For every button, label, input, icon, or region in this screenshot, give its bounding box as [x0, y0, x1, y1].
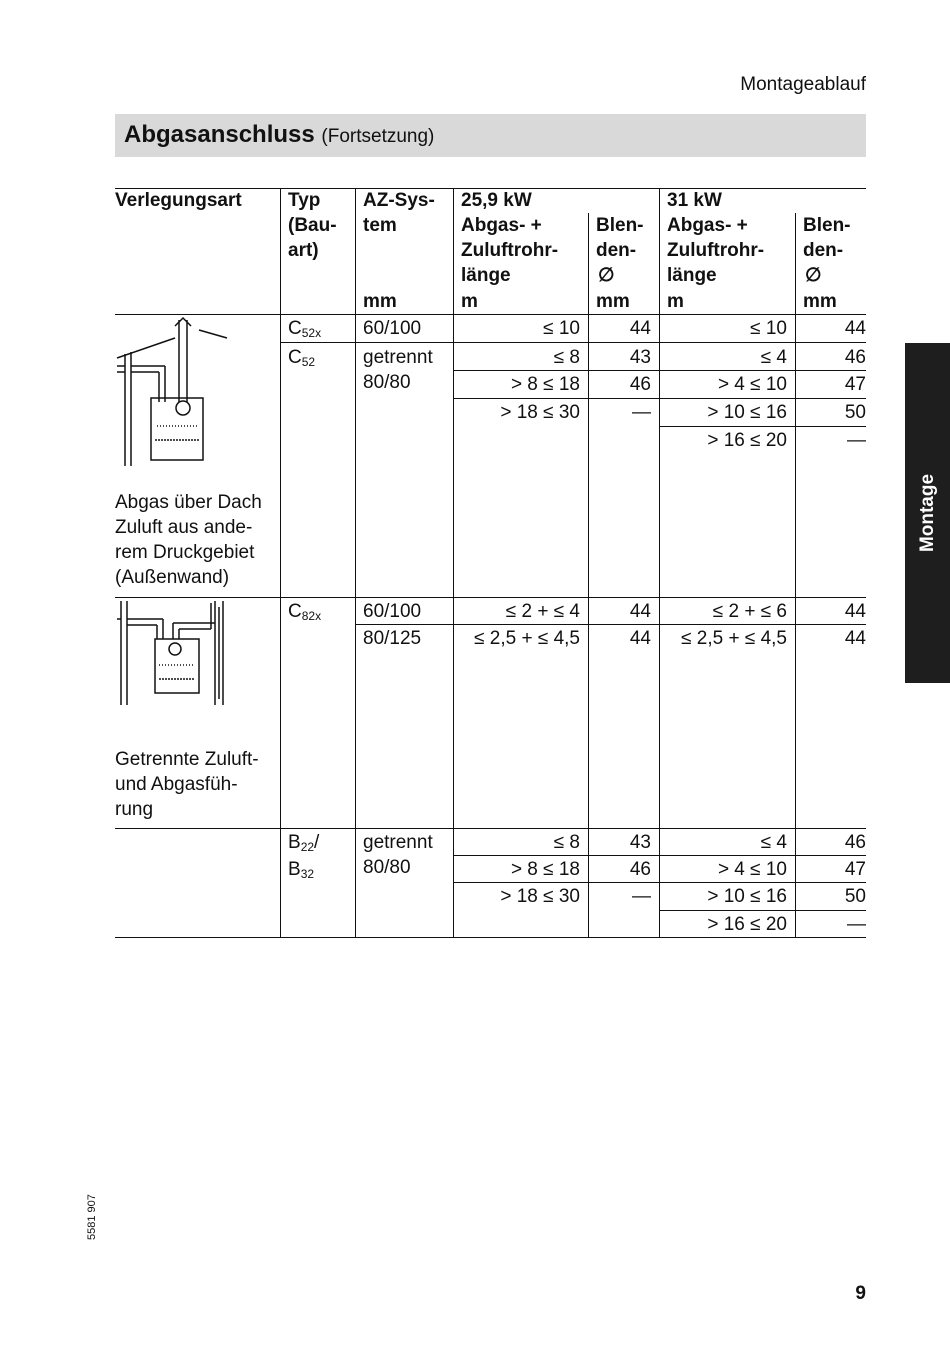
- col-rule: [453, 188, 454, 937]
- rule-g2: [115, 828, 866, 829]
- page-title: Abgasanschluss: [124, 121, 315, 148]
- page-number: 9: [855, 1283, 866, 1304]
- section-header: Montageablauf: [740, 74, 866, 95]
- title-bar: [115, 114, 866, 157]
- type-c82x: $C_{82x}$: [288, 601, 322, 623]
- rule-bottom: [115, 937, 866, 938]
- type-b22: $B_{22}/$: [288, 832, 320, 854]
- rule-row: [355, 624, 866, 625]
- side-tab[interactable]: [905, 343, 950, 683]
- col-verlegungsart: Verlegungsart: [115, 190, 242, 211]
- az-80-80: 80/80: [363, 372, 411, 393]
- rule-row: [659, 426, 866, 427]
- roof-flue-diagram-icon: [115, 316, 230, 468]
- az-60-100: 60/100: [363, 318, 422, 339]
- col-power-31: 31 kW: [667, 190, 722, 211]
- separate-flue-diagram-icon: [115, 599, 235, 707]
- page-subtitle: (Fortsetzung): [321, 126, 435, 147]
- rule-head: [115, 314, 866, 315]
- az-80-80: 80/80: [363, 857, 411, 878]
- type-c52: $C_{52}$: [288, 347, 316, 369]
- type-c52x: $C_{52x}$: [288, 318, 322, 340]
- col-rule: [659, 188, 660, 937]
- az-getrennt: getrennt: [363, 347, 433, 368]
- az-getrennt: getrennt: [363, 832, 433, 853]
- side-tab-label: Montage: [916, 473, 938, 553]
- type-b32: $B_{32}$: [288, 859, 315, 881]
- col-rule: [355, 188, 356, 937]
- az-80-125: 80/125: [363, 628, 422, 649]
- col-power-25-9: 25,9 kW: [461, 190, 532, 211]
- doc-number: 5581 907: [86, 1194, 98, 1240]
- rule-row: [659, 910, 866, 911]
- rule-g1: [115, 597, 866, 598]
- col-rule: [280, 188, 281, 937]
- az-60-100: 60/100: [363, 601, 422, 622]
- rule-row: [280, 342, 866, 343]
